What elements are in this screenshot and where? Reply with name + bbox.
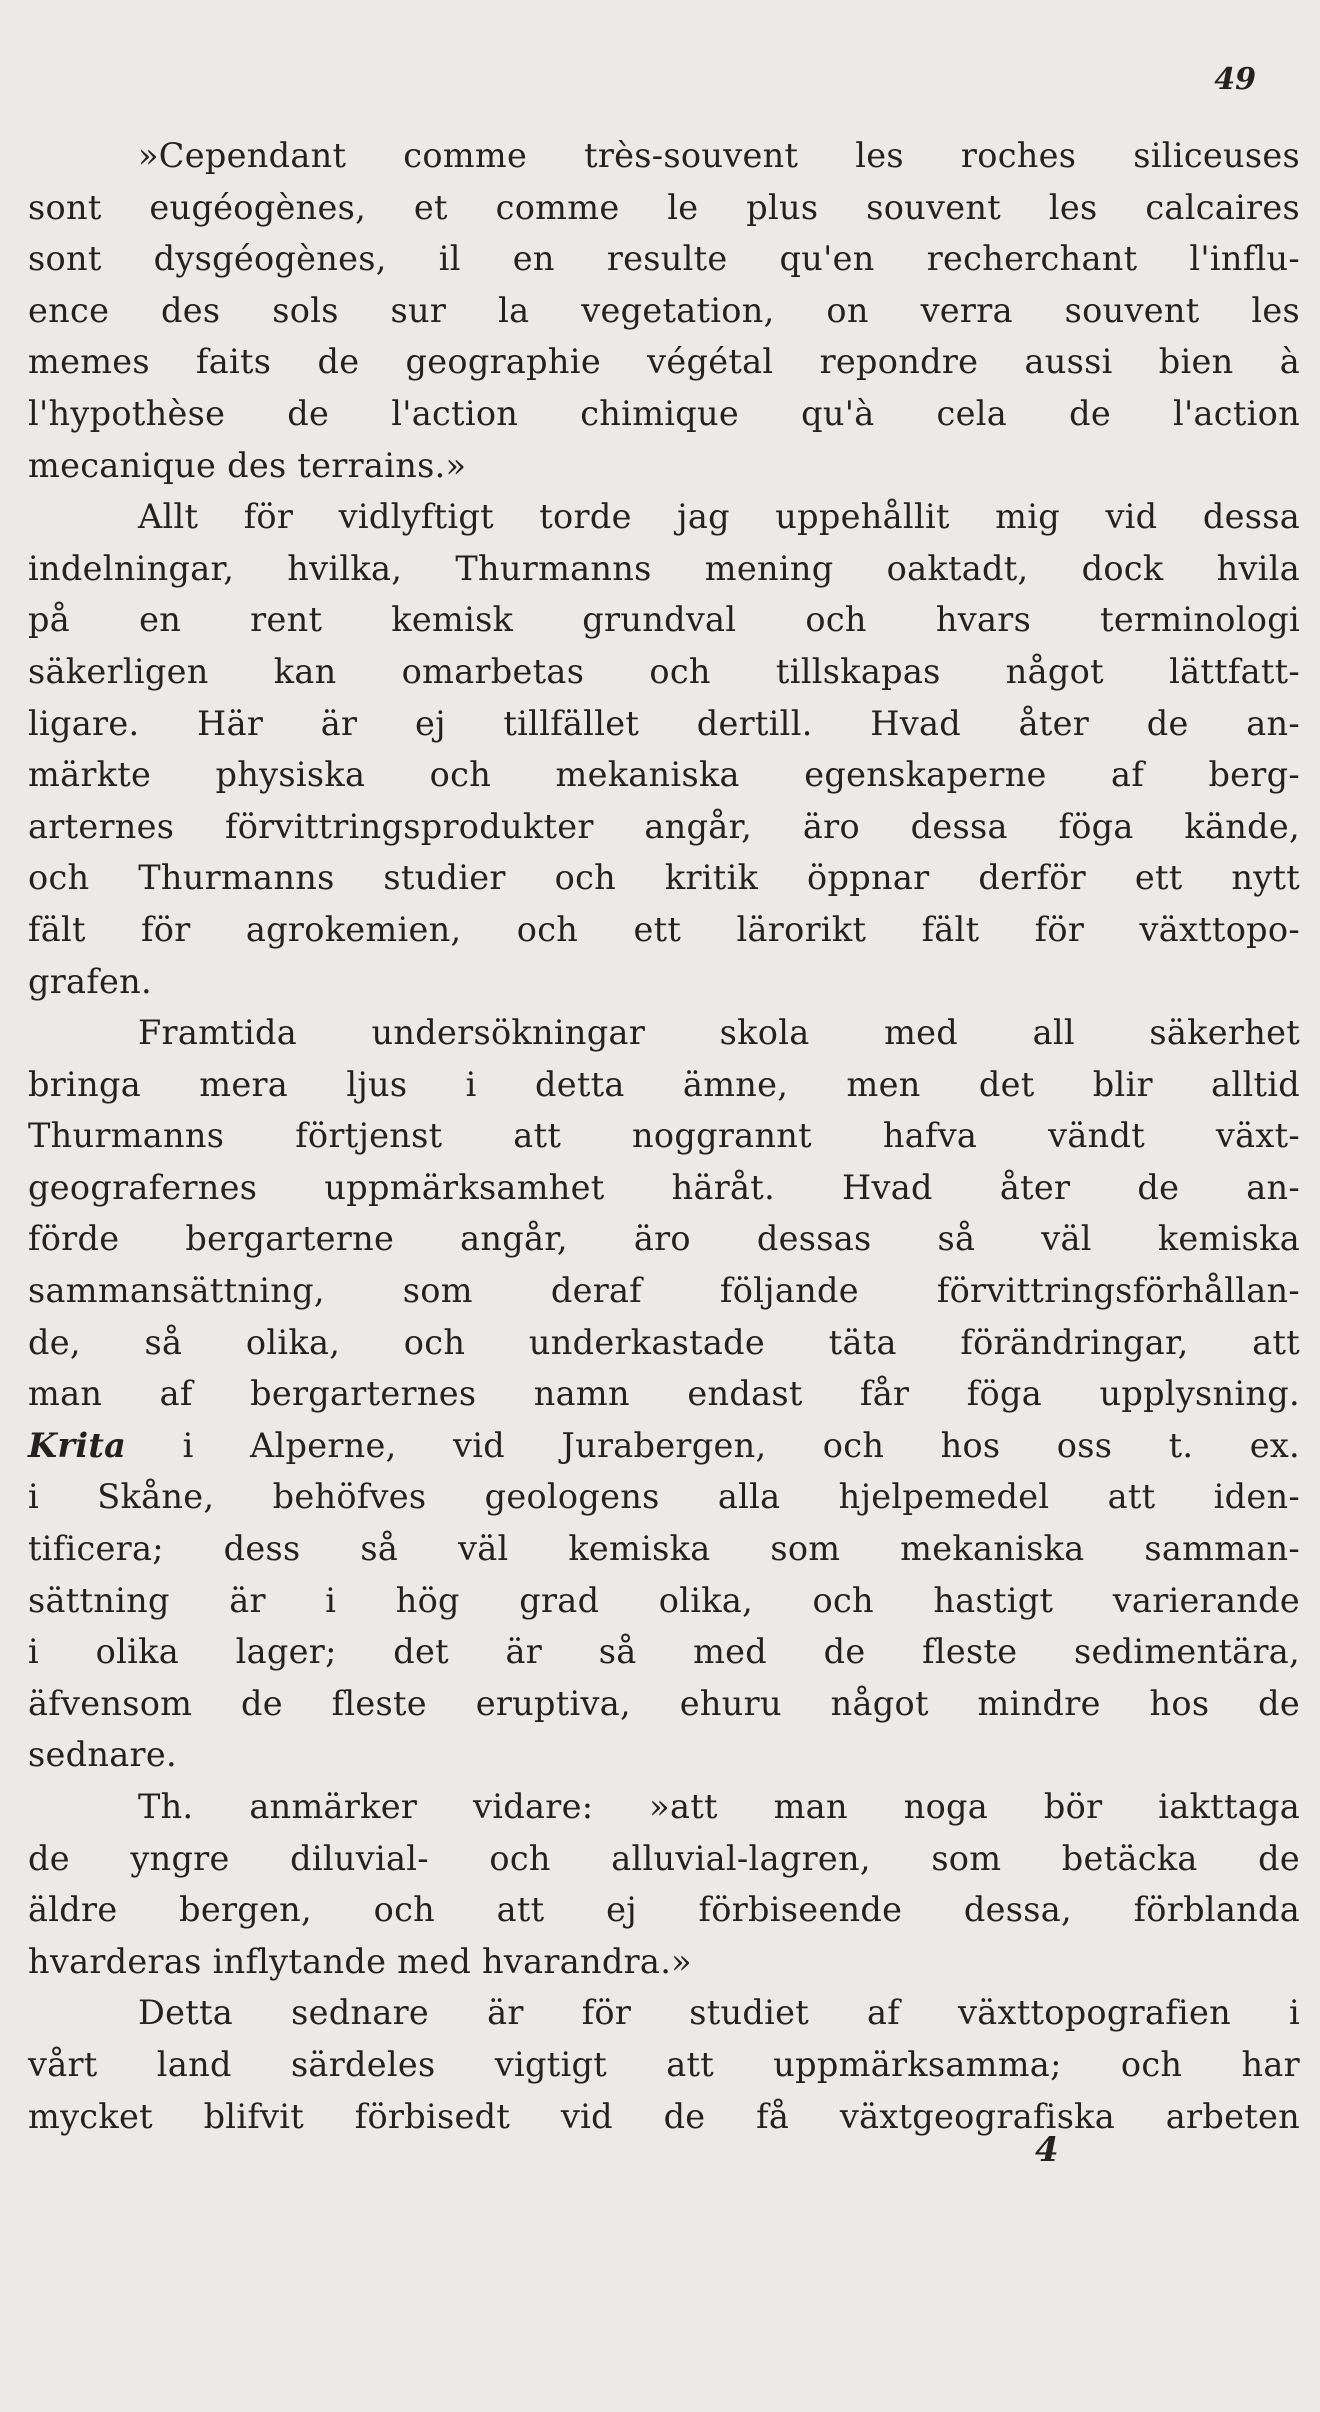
text-line: de yngre diluvial- och alluvial-lagren, som betäcka de (28, 1838, 1300, 1878)
signature-mark: 4 (1035, 2130, 1059, 2170)
text-line: l'hypothèse de l'action chimique qu'à cela de l'action (28, 393, 1300, 433)
text-line: Allt för vidlyftigt torde jag uppehållit mig vid dessa (138, 497, 1300, 537)
text-line: fält för agrokemien, och ett lärorikt fält för växttopo- (28, 909, 1300, 949)
text-line: sammansättning, som deraf följande förvittringsförhållan- (28, 1271, 1300, 1311)
text-line: indelningar, hvilka, Thurmanns mening oaktadt, dock hvila (28, 548, 1300, 588)
text-line: ence des sols sur la vegetation, on verra souvent les (28, 290, 1300, 330)
text-line (28, 1420, 1300, 1472)
text-line: mycket blifvit förbisedt vid de få växtgeografiska arbeten (28, 2096, 1300, 2136)
text-line: grafen. (28, 961, 152, 1001)
text-line: äfvensom de fleste eruptiva, ehuru något mindre hos de (28, 1683, 1300, 1723)
text-line: och Thurmanns studier och kritik öppnar derför ett nytt (28, 858, 1300, 898)
text-line: bringa mera ljus i detta ämne, men det blir alltid (28, 1064, 1300, 1104)
text-line: Detta sednare är för studiet af växttopografien i (138, 1993, 1300, 2033)
text-line: mecanique des terrains.» (28, 445, 467, 485)
text-line: sont eugéogènes, et comme le plus souvent les calcaires (28, 187, 1300, 227)
text-line: de, så olika, och underkastade täta förändringar, att (28, 1322, 1300, 1362)
text-line: sednare. (28, 1735, 177, 1775)
text-line: säkerligen kan omarbetas och tillskapas något lättfatt- (28, 651, 1300, 691)
emphasized-word: Krita (28, 1425, 127, 1465)
text-line: sättning är i hög grad olika, och hastigt varierande (28, 1580, 1300, 1620)
text-line: Thurmanns förtjenst att noggrannt hafva vändt växt- (28, 1116, 1300, 1156)
text-line: märkte physiska och mekaniska egenskaperne af berg- (28, 755, 1300, 795)
text-line: ligare. Här är ej tillfället dertill. Hvad åter de an- (28, 703, 1300, 743)
text-line: på en rent kemisk grundval och hvars terminologi (28, 600, 1300, 640)
text-line: hvarderas inflytande med hvarandra.» (28, 1941, 692, 1981)
line-rest: i Alperne, vid Jurabergen, och hos oss t. ex. (126, 1425, 1300, 1465)
text-line: man af bergarternes namn endast får föga upplysning. (28, 1374, 1300, 1414)
text-line: Th. anmärker vidare: »att man noga bör iakttaga (138, 1787, 1300, 1826)
text-line: vårt land särdeles vigtigt att uppmärksamma; och har (28, 2044, 1300, 2084)
text-line: memes faits de geographie végétal repondre aussi bien à (28, 342, 1300, 382)
text-line: »Cependant comme très-souvent les roches siliceuses (138, 136, 1300, 175)
text-line: tificera; dess så väl kemiska som mekaniska samman- (28, 1529, 1300, 1569)
text-line: äldre bergen, och att ej förbiseende dessa, förblanda (28, 1890, 1300, 1930)
text-line: sont dysgéogènes, il en resulte qu'en recherchant l'influ- (28, 239, 1300, 279)
page-number: 49 (1214, 62, 1256, 97)
text-line: arternes förvittringsprodukter angår, äro dessa föga kände, (28, 806, 1300, 846)
text-line: förde bergarterne angår, äro dessas så väl kemiska (28, 1219, 1300, 1259)
text-line: geografernes uppmärksamhet häråt. Hvad åter de an- (28, 1167, 1300, 1207)
text-line: i olika lager; det är så med de fleste sedimentära, (28, 1632, 1300, 1672)
body-text (28, 130, 1300, 2142)
text-line: i Skåne, behöfves geologens alla hjelpemedel att iden- (28, 1477, 1300, 1517)
text-line: Framtida undersökningar skola med all säkerhet (138, 1013, 1300, 1053)
